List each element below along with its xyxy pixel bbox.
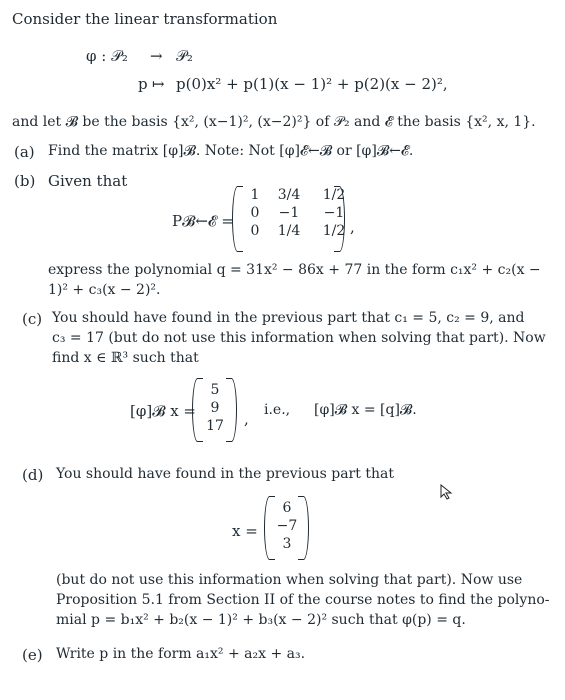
matrix-right-paren bbox=[334, 186, 345, 252]
map-mapsto: ↦ bbox=[152, 75, 165, 93]
matrix-cell: 1/4 bbox=[277, 223, 301, 239]
matrix-cell: 1/2 bbox=[322, 187, 346, 203]
map-codomain: 𝒫₂ bbox=[176, 47, 193, 65]
vector-entry: 3 bbox=[282, 536, 292, 552]
part-d-label: (d) bbox=[22, 466, 44, 484]
part-c-text-2: c₃ = 17 (but do not use this information when solving that part). Now bbox=[52, 330, 546, 346]
vector-c-comma: , bbox=[244, 410, 249, 428]
map-p: p bbox=[138, 75, 148, 93]
part-c-lhs: [φ]𝓑 x = bbox=[130, 402, 197, 420]
part-b-text-1: express the polynomial q = 31x² − 86x + 77 in the form c₁x² + c₂(x − bbox=[48, 262, 541, 278]
vector-entry: 9 bbox=[210, 400, 220, 416]
vector-entry: 17 bbox=[206, 418, 224, 434]
matrix-cell: 0 bbox=[250, 223, 260, 239]
vector-c-right-paren bbox=[226, 378, 237, 442]
matrix-left-paren bbox=[232, 186, 243, 252]
part-c-text-1: You should have found in the previous part that c₁ = 5, c₂ = 9, and bbox=[52, 310, 525, 326]
part-a-text: Find the matrix [φ]𝓑. Note: Not [φ]𝓔←𝓑 or [φ]𝓑←𝓔. bbox=[48, 143, 414, 159]
part-b-label: (b) bbox=[14, 172, 36, 190]
part-d-text-2: (but do not use this information when solving that part). Now use bbox=[56, 572, 523, 588]
part-c-text-3: find x ∈ ℝ³ such that bbox=[52, 350, 199, 366]
matrix-cell: 1/2 bbox=[322, 223, 346, 239]
part-e-text: Write p in the form a₁x² + a₂x + a₃. bbox=[56, 646, 306, 662]
part-d-text-4: mial p = b₁x² + b₂(x − 1)² + b₃(x − 2)² such that φ(p) = q. bbox=[56, 612, 466, 628]
part-e-label: (e) bbox=[22, 646, 43, 664]
matrix-cell: −1 bbox=[278, 205, 300, 221]
part-c-rhs: [φ]𝓑 x = [q]𝓑. bbox=[314, 402, 417, 418]
vector-entry: −7 bbox=[276, 518, 298, 534]
part-a-label: (a) bbox=[14, 143, 35, 161]
matrix-cell: −1 bbox=[323, 205, 345, 221]
map-rule: p(0)x² + p(1)(x − 1)² + p(2)(x − 2)², bbox=[176, 75, 448, 93]
part-d-text-3: Proposition 5.1 from Section II of the course notes to find the polyno- bbox=[56, 592, 550, 608]
part-d-text-1: You should have found in the previous part that bbox=[56, 466, 394, 482]
part-b-intro: Given that bbox=[48, 172, 128, 190]
part-d-lhs: x = bbox=[232, 522, 258, 540]
matrix-label: P𝓑←𝓔 = bbox=[172, 212, 234, 230]
vector-d-right-paren bbox=[298, 496, 309, 560]
part-c-label: (c) bbox=[22, 310, 43, 328]
matrix-cell: 0 bbox=[250, 205, 260, 221]
vector-entry: 5 bbox=[210, 382, 220, 398]
matrix-comma: , bbox=[350, 218, 355, 236]
map-arrow: → bbox=[150, 47, 163, 65]
part-b-text-2: 1)² + c₃(x − 2)². bbox=[48, 282, 161, 298]
intro-text: Consider the linear transformation bbox=[12, 10, 278, 28]
vector-entry: 6 bbox=[282, 500, 292, 516]
matrix-cell: 1 bbox=[250, 187, 260, 203]
part-c-ie: i.e., bbox=[264, 402, 291, 418]
matrix-cell: 3/4 bbox=[277, 187, 301, 203]
map-phi: φ : 𝒫₂ bbox=[86, 47, 128, 65]
basis-line: and let 𝓑 be the basis {x², (x−1)², (x−2)²} of 𝒫₂ and 𝓔 the basis {x², x, 1}. bbox=[12, 114, 536, 130]
